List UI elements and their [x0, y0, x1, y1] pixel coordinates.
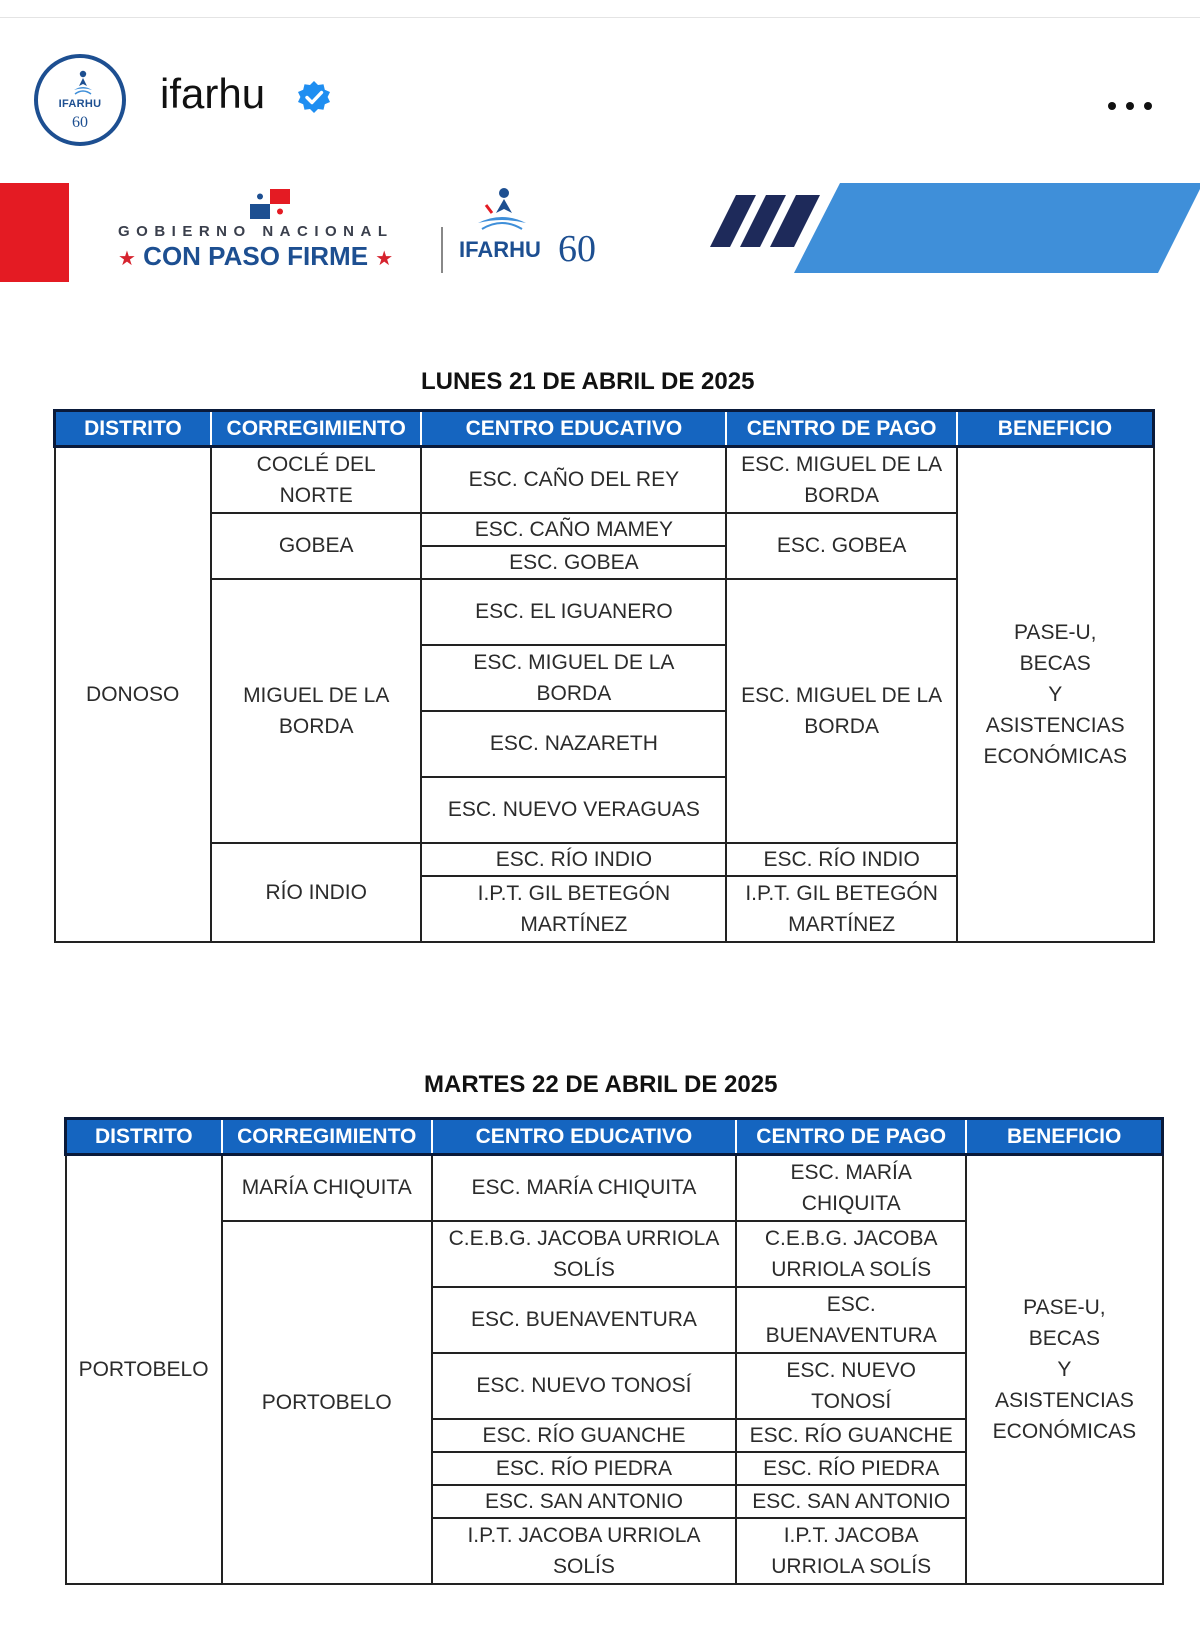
- banner-gov-line1: GOBIERNO NACIONAL: [118, 223, 394, 240]
- column-header: CORREGIMIENTO: [211, 411, 422, 447]
- centro-de-pago-cell: [736, 1353, 966, 1419]
- centro-de-pago-cell-line: URRIOLA SOLÍS: [771, 1257, 932, 1281]
- column-header: BENEFICIO: [957, 411, 1154, 447]
- table-title-martes: MARTES 22 DE ABRIL DE 2025: [424, 1071, 778, 1098]
- centro-educativo-cell-line: ESC. CAÑO DEL REY: [468, 468, 680, 492]
- centro-educativo-cell-line: ESC. MIGUEL DE LA: [473, 650, 675, 674]
- centro-educativo-cell-line: ESC. RÍO PIEDRA: [495, 1456, 673, 1480]
- centro-educativo-cell-line: C.E.B.G. JACOBA URRIOLA: [448, 1226, 720, 1250]
- beneficio-cell-line: BECAS: [1028, 1326, 1100, 1350]
- centro-de-pago-cell: [726, 876, 957, 942]
- beneficio-cell-line: ECONÓMICAS: [983, 744, 1127, 768]
- beneficio-cell-line: PASE-U,: [1023, 1295, 1106, 1319]
- table-title-lunes: LUNES 21 DE ABRIL DE 2025: [421, 368, 755, 395]
- column-header: CENTRO DE PAGO: [736, 1119, 966, 1155]
- banner-divider: [441, 227, 443, 273]
- centro-educativo-cell-line: MARTÍNEZ: [520, 912, 628, 936]
- corregimiento-cell-line: PORTOBELO: [261, 1390, 392, 1414]
- avatar-number: 60: [72, 114, 88, 131]
- column-header: DISTRITO: [55, 411, 211, 447]
- banner-red-block: [0, 183, 69, 282]
- banner-slogan: CON PASO FIRME: [143, 241, 369, 271]
- centro-de-pago-cell-line: I.P.T. GIL BETEGÓN: [745, 881, 938, 905]
- ifarhu-logo-figure-icon: [472, 183, 532, 235]
- centro-de-pago-cell-line: ESC. RÍO PIEDRA: [763, 1456, 940, 1480]
- table-row: [66, 1155, 1163, 1221]
- centro-educativo-cell: [432, 1155, 736, 1221]
- distrito-cell: PORTOBELO: [66, 1155, 222, 1584]
- beneficio-cell-line: Y: [1057, 1357, 1072, 1381]
- more-options-icon[interactable]: [1108, 98, 1152, 112]
- centro-educativo-cell: [421, 843, 726, 876]
- centro-educativo-cell-line: ESC. SAN ANTONIO: [484, 1489, 683, 1513]
- centro-de-pago-cell: [736, 1155, 966, 1221]
- centro-de-pago-cell-line: C.E.B.G. JACOBA: [764, 1226, 938, 1250]
- ifarhu-figure-icon: [72, 70, 94, 96]
- column-header: CENTRO DE PAGO: [726, 411, 957, 447]
- centro-de-pago-cell-line: ESC. MIGUEL DE LA: [741, 452, 943, 476]
- centro-de-pago-cell-line: ESC. RÍO GUANCHE: [749, 1423, 953, 1447]
- centro-de-pago-cell: [736, 1452, 966, 1485]
- centro-educativo-cell-line: ESC. BUENAVENTURA: [470, 1308, 697, 1331]
- centro-educativo-cell-line: ESC. EL IGUANERO: [475, 600, 673, 623]
- corregimiento-cell: [211, 513, 422, 579]
- corregimiento-cell: [222, 1155, 432, 1221]
- table-header-row: [66, 1119, 1163, 1155]
- corregimiento-cell-line: GOBEA: [278, 534, 354, 557]
- centro-educativo-cell: [421, 645, 726, 711]
- distrito-cell: DONOSO: [55, 447, 211, 942]
- centro-educativo-cell-line: SOLÍS: [553, 1554, 615, 1578]
- centro-de-pago-cell: [736, 1518, 966, 1584]
- centro-educativo-cell: [421, 546, 726, 579]
- centro-de-pago-cell-line: ESC. MARÍA: [790, 1160, 912, 1184]
- centro-de-pago-cell-line: ESC. NUEVO: [786, 1358, 916, 1382]
- centro-de-pago-cell-line: BORDA: [804, 483, 879, 507]
- corregimiento-cell: [222, 1221, 432, 1584]
- column-header: CENTRO EDUCATIVO: [421, 411, 726, 447]
- banner-org-number: 60: [558, 228, 596, 270]
- centro-de-pago-cell-line: ESC. GOBEA: [776, 534, 907, 557]
- panama-flag-icon: [250, 189, 290, 219]
- centro-educativo-cell: [432, 1221, 736, 1287]
- username[interactable]: ifarhu: [160, 70, 266, 117]
- schedule-table-martes: [64, 1117, 1164, 1585]
- centro-de-pago-cell-line: TONOSÍ: [811, 1389, 892, 1413]
- centro-educativo-cell: [432, 1353, 736, 1419]
- centro-de-pago-cell: [736, 1287, 966, 1353]
- centro-educativo-cell: [421, 876, 726, 942]
- banner: [0, 183, 1200, 283]
- centro-educativo-cell-line: ESC. RÍO GUANCHE: [482, 1423, 686, 1447]
- centro-de-pago-cell-line: CHIQUITA: [801, 1191, 901, 1215]
- centro-educativo-cell: [421, 579, 726, 645]
- centro-de-pago-cell-line: MARTÍNEZ: [788, 912, 896, 936]
- more-dot: [1126, 102, 1134, 110]
- centro-educativo-cell: [432, 1485, 736, 1518]
- centro-educativo-cell-line: BORDA: [536, 681, 612, 705]
- column-header: CORREGIMIENTO: [222, 1119, 432, 1155]
- more-dot: [1144, 102, 1152, 110]
- centro-educativo-cell: [432, 1518, 736, 1584]
- centro-de-pago-cell-line: URRIOLA SOLÍS: [771, 1554, 932, 1578]
- post-header: [0, 18, 1200, 183]
- centro-educativo-cell-line: ESC. GOBEA: [509, 550, 639, 574]
- beneficio-cell-line: BECAS: [1019, 651, 1091, 675]
- centro-de-pago-cell: [736, 1221, 966, 1287]
- centro-de-pago-cell: [736, 1485, 966, 1518]
- centro-de-pago-cell: [726, 447, 957, 513]
- centro-educativo-cell-line: I.P.T. JACOBA URRIOLA: [467, 1523, 701, 1547]
- corregimiento-cell: [211, 843, 422, 942]
- corregimiento-cell: [211, 579, 422, 843]
- beneficio-cell-line: ECONÓMICAS: [992, 1419, 1137, 1443]
- banner-org: IFARHU: [459, 237, 541, 262]
- corregimiento-cell-line: NORTE: [279, 483, 353, 507]
- centro-educativo-cell-line: ESC. CAÑO MAMEY: [474, 517, 674, 541]
- verified-badge-icon: [296, 80, 332, 116]
- centro-educativo-cell: [421, 711, 726, 777]
- corregimiento-cell-line: RÍO INDIO: [265, 880, 367, 904]
- star-icon: ★: [375, 248, 394, 270]
- beneficio-cell-line: ASISTENCIAS: [985, 713, 1125, 737]
- centro-de-pago-cell-line: BORDA: [804, 714, 879, 738]
- column-header: BENEFICIO: [966, 1119, 1162, 1155]
- centro-de-pago-cell-line: BUENAVENTURA: [765, 1323, 937, 1347]
- column-header: DISTRITO: [66, 1119, 222, 1155]
- centro-educativo-cell: [421, 777, 726, 843]
- corregimiento-cell-line: BORDA: [278, 714, 354, 738]
- avatar[interactable]: [34, 54, 126, 146]
- centro-educativo-cell: [432, 1287, 736, 1353]
- beneficio-cell-line: ASISTENCIAS: [994, 1388, 1134, 1412]
- centro-de-pago-cell-line: I.P.T. JACOBA: [783, 1523, 919, 1547]
- beneficio-cell-line: Y: [1048, 682, 1063, 706]
- centro-educativo-cell-line: ESC. NUEVO VERAGUAS: [447, 798, 700, 821]
- banner-gov-line2: [118, 241, 393, 272]
- centro-educativo-cell: [432, 1452, 736, 1485]
- centro-de-pago-cell: [736, 1419, 966, 1452]
- centro-de-pago-cell: [726, 513, 957, 579]
- corregimiento-cell: [211, 447, 422, 513]
- beneficio-cell: [966, 1155, 1162, 1584]
- centro-educativo-cell: [432, 1419, 736, 1452]
- corregimiento-cell-line: MIGUEL DE LA: [243, 683, 390, 707]
- centro-educativo-cell-line: I.P.T. GIL BETEGÓN: [477, 881, 671, 905]
- beneficio-cell-line: PASE-U,: [1013, 620, 1097, 644]
- centro-de-pago-cell: [726, 579, 957, 843]
- centro-educativo-cell-line: ESC. NAZARETH: [489, 732, 658, 755]
- schedule-table-lunes: [53, 409, 1155, 943]
- centro-de-pago-cell-line: ESC.: [826, 1292, 876, 1316]
- star-icon: ★: [118, 248, 136, 270]
- centro-educativo-cell-line: ESC. NUEVO TONOSÍ: [476, 1374, 692, 1397]
- table-row: [55, 447, 1154, 513]
- more-dot: [1108, 102, 1116, 110]
- centro-educativo-cell-line: SOLÍS: [553, 1257, 615, 1281]
- column-header: CENTRO EDUCATIVO: [432, 1119, 736, 1155]
- avatar-org-label: IFARHU: [58, 98, 102, 110]
- corregimiento-cell-line: MARÍA CHIQUITA: [241, 1176, 412, 1200]
- centro-de-pago-cell-line: ESC. RÍO INDIO: [763, 847, 920, 871]
- centro-educativo-cell: [421, 447, 726, 513]
- centro-educativo-cell-line: ESC. RÍO INDIO: [495, 847, 653, 871]
- centro-de-pago-cell-line: ESC. MIGUEL DE LA: [741, 683, 943, 707]
- banner-stripes-graphic: [710, 183, 1200, 273]
- centro-educativo-cell: [421, 513, 726, 546]
- corregimiento-cell-line: COCLÉ DEL: [256, 452, 376, 476]
- centro-educativo-cell-line: ESC. MARÍA CHIQUITA: [471, 1176, 697, 1200]
- centro-de-pago-cell: [726, 843, 957, 876]
- table-header-row: [55, 411, 1154, 447]
- centro-de-pago-cell-line: ESC. SAN ANTONIO: [752, 1489, 951, 1513]
- beneficio-cell: [957, 447, 1154, 942]
